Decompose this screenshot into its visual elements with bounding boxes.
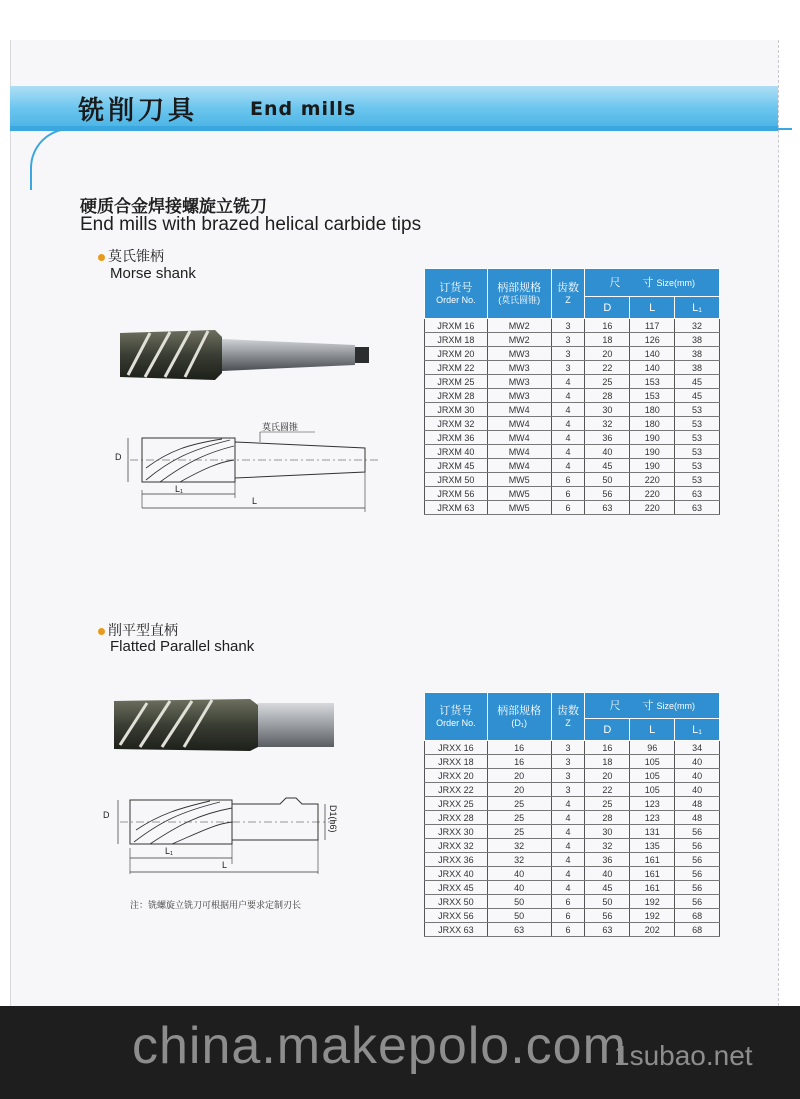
table-cell: JRXM 45 xyxy=(425,459,488,473)
col-teeth-header: 齿数 Z xyxy=(551,693,585,741)
parallel-heading-en: Flatted Parallel shank xyxy=(110,638,255,655)
table-cell: 18 xyxy=(585,755,630,769)
table-cell: JRXX 28 xyxy=(425,811,488,825)
table-cell: 4 xyxy=(551,811,585,825)
table-cell: 28 xyxy=(585,811,630,825)
table-cell: JRXX 56 xyxy=(425,909,488,923)
table-cell: 3 xyxy=(551,755,585,769)
parallel-spec-table xyxy=(424,692,720,937)
morse-dim-d: D xyxy=(115,452,122,462)
table-cell: JRXX 50 xyxy=(425,895,488,909)
col-size-header: 尺 寸 Size(mm) xyxy=(585,269,720,297)
table-cell: 68 xyxy=(675,923,720,937)
parallel-tool-photo xyxy=(112,695,342,755)
table-cell: JRXM 36 xyxy=(425,431,488,445)
table-row xyxy=(425,909,720,923)
table-row xyxy=(425,319,720,333)
table-cell: MW4 xyxy=(487,403,551,417)
table-cell: 63 xyxy=(675,487,720,501)
table-cell: JRXX 18 xyxy=(425,755,488,769)
parallel-dim-d1: D1(h6) xyxy=(328,805,338,833)
table-cell: 56 xyxy=(675,839,720,853)
morse-spec-table xyxy=(424,268,720,515)
table-row xyxy=(425,783,720,797)
table-cell: 68 xyxy=(675,909,720,923)
table-cell: 220 xyxy=(630,473,675,487)
table-cell: 63 xyxy=(675,501,720,515)
table-cell: 3 xyxy=(551,741,585,755)
table-cell: 32 xyxy=(585,839,630,853)
morse-heading-cn: 莫氏锥柄 xyxy=(98,246,164,266)
table-cell: 40 xyxy=(675,755,720,769)
table-cell: 40 xyxy=(487,881,551,895)
table-cell: MW2 xyxy=(487,319,551,333)
table-cell: JRXM 50 xyxy=(425,473,488,487)
table-cell: 220 xyxy=(630,487,675,501)
table-cell: 56 xyxy=(675,867,720,881)
table-cell: MW5 xyxy=(487,473,551,487)
table-cell: 25 xyxy=(487,811,551,825)
col-shank-header: 柄部规格 (莫氏圆锥) xyxy=(487,269,551,319)
table-cell: 131 xyxy=(630,825,675,839)
table-cell: JRXM 22 xyxy=(425,361,488,375)
table-cell: 50 xyxy=(487,895,551,909)
table-row xyxy=(425,923,720,937)
morse-dim-l: L xyxy=(252,496,258,506)
table-cell: 18 xyxy=(585,333,630,347)
table-cell: 38 xyxy=(675,333,720,347)
col-l-header: L xyxy=(630,719,675,741)
table-cell: 48 xyxy=(675,811,720,825)
parallel-table-body xyxy=(425,741,720,937)
table-cell: 32 xyxy=(585,417,630,431)
table-row xyxy=(425,867,720,881)
table-cell: 38 xyxy=(675,361,720,375)
table-row xyxy=(425,839,720,853)
table-cell: MW4 xyxy=(487,417,551,431)
col-shank-header: 柄部规格 (D₁) xyxy=(487,693,551,741)
morse-table-body xyxy=(425,319,720,515)
table-cell: JRXX 40 xyxy=(425,867,488,881)
table-cell: 4 xyxy=(551,375,585,389)
table-cell: 53 xyxy=(675,403,720,417)
table-cell: 34 xyxy=(675,741,720,755)
table-cell: JRXX 36 xyxy=(425,853,488,867)
table-row xyxy=(425,853,720,867)
morse-tool-drawing xyxy=(110,420,390,520)
table-cell: 56 xyxy=(675,853,720,867)
table-cell: 63 xyxy=(585,923,630,937)
table-cell: 50 xyxy=(585,473,630,487)
table-cell: 30 xyxy=(585,825,630,839)
table-cell: 192 xyxy=(630,895,675,909)
table-cell: 202 xyxy=(630,923,675,937)
table-cell: MW3 xyxy=(487,361,551,375)
footer-site-watermark: china.makepolo.com xyxy=(132,1017,627,1075)
table-cell: 117 xyxy=(630,319,675,333)
table-cell: JRXM 18 xyxy=(425,333,488,347)
table-cell: 32 xyxy=(487,853,551,867)
table-cell: 140 xyxy=(630,361,675,375)
table-cell: 16 xyxy=(487,741,551,755)
table-cell: 16 xyxy=(487,755,551,769)
table-cell: 126 xyxy=(630,333,675,347)
table-cell: 6 xyxy=(551,895,585,909)
col-teeth-header: 齿数 Z xyxy=(551,269,585,319)
table-cell: 6 xyxy=(551,473,585,487)
bullet-icon xyxy=(98,628,105,635)
morse-heading-en: Morse shank xyxy=(110,265,196,282)
table-cell: 105 xyxy=(630,755,675,769)
table-cell: 4 xyxy=(551,839,585,853)
table-cell: 45 xyxy=(585,881,630,895)
table-cell: 161 xyxy=(630,881,675,895)
table-cell: 161 xyxy=(630,867,675,881)
table-cell: 45 xyxy=(585,459,630,473)
table-cell: 40 xyxy=(585,445,630,459)
table-cell: 40 xyxy=(487,867,551,881)
table-cell: MW4 xyxy=(487,431,551,445)
table-cell: 3 xyxy=(551,783,585,797)
table-row xyxy=(425,881,720,895)
table-cell: 22 xyxy=(585,783,630,797)
table-row xyxy=(425,797,720,811)
table-cell: JRXM 28 xyxy=(425,389,488,403)
table-row xyxy=(425,459,720,473)
table-cell: 4 xyxy=(551,431,585,445)
table-row xyxy=(425,473,720,487)
table-cell: MW3 xyxy=(487,375,551,389)
table-cell: JRXX 20 xyxy=(425,769,488,783)
table-cell: 53 xyxy=(675,431,720,445)
table-cell: 3 xyxy=(551,319,585,333)
table-cell: 3 xyxy=(551,361,585,375)
table-row xyxy=(425,361,720,375)
table-cell: 20 xyxy=(585,769,630,783)
table-cell: 3 xyxy=(551,333,585,347)
footer-corner-watermark: 1subao.net xyxy=(614,1040,753,1071)
col-d-header: D xyxy=(585,719,630,741)
table-cell: 28 xyxy=(585,389,630,403)
table-cell: JRXM 16 xyxy=(425,319,488,333)
table-cell: 105 xyxy=(630,783,675,797)
table-cell: 36 xyxy=(585,431,630,445)
table-cell: 4 xyxy=(551,867,585,881)
table-row xyxy=(425,333,720,347)
table-row xyxy=(425,755,720,769)
table-cell: JRXX 63 xyxy=(425,923,488,937)
table-cell: JRXM 56 xyxy=(425,487,488,501)
table-cell: 16 xyxy=(585,741,630,755)
table-cell: 4 xyxy=(551,445,585,459)
table-cell: 32 xyxy=(675,319,720,333)
morse-dim-l1: L₁ xyxy=(175,484,184,494)
table-cell: 4 xyxy=(551,853,585,867)
table-cell: 25 xyxy=(487,825,551,839)
table-cell: 48 xyxy=(675,797,720,811)
table-cell: 63 xyxy=(585,501,630,515)
table-cell: 53 xyxy=(675,417,720,431)
table-cell: 53 xyxy=(675,445,720,459)
table-cell: JRXM 25 xyxy=(425,375,488,389)
table-cell: 50 xyxy=(487,909,551,923)
table-cell: 4 xyxy=(551,403,585,417)
table-cell: 50 xyxy=(585,895,630,909)
table-cell: 96 xyxy=(630,741,675,755)
table-cell: 140 xyxy=(630,347,675,361)
table-row xyxy=(425,375,720,389)
table-cell: 38 xyxy=(675,347,720,361)
table-cell: 192 xyxy=(630,909,675,923)
table-cell: 53 xyxy=(675,459,720,473)
col-l1-header: L₁ xyxy=(675,297,720,319)
table-cell: 63 xyxy=(487,923,551,937)
col-size-header: 尺 寸 Size(mm) xyxy=(585,693,720,719)
table-cell: 4 xyxy=(551,417,585,431)
table-cell: 190 xyxy=(630,459,675,473)
parallel-heading-cn: 削平型直柄 xyxy=(98,620,178,640)
table-cell: 105 xyxy=(630,769,675,783)
table-cell: 40 xyxy=(675,783,720,797)
table-cell: 123 xyxy=(630,811,675,825)
parallel-dim-d: D xyxy=(103,810,110,820)
table-cell: 45 xyxy=(675,389,720,403)
table-cell: 30 xyxy=(585,403,630,417)
col-d-header: D xyxy=(585,297,630,319)
product-title-en: End mills with brazed helical carbide tips xyxy=(80,214,422,235)
table-cell: JRXX 45 xyxy=(425,881,488,895)
table-cell: 56 xyxy=(585,909,630,923)
table-cell: JRXM 30 xyxy=(425,403,488,417)
table-cell: 25 xyxy=(585,375,630,389)
table-cell: 16 xyxy=(585,319,630,333)
table-row xyxy=(425,417,720,431)
table-cell: 25 xyxy=(585,797,630,811)
table-cell: 220 xyxy=(630,501,675,515)
table-cell: JRXM 20 xyxy=(425,347,488,361)
morse-taper-label: 莫氏圆锥 xyxy=(262,422,299,432)
table-cell: MW4 xyxy=(487,459,551,473)
table-row xyxy=(425,741,720,755)
table-row xyxy=(425,895,720,909)
table-cell: JRXX 16 xyxy=(425,741,488,755)
table-cell: 180 xyxy=(630,403,675,417)
table-cell: MW5 xyxy=(487,501,551,515)
table-cell: 56 xyxy=(675,881,720,895)
table-cell: 20 xyxy=(585,347,630,361)
table-row xyxy=(425,403,720,417)
table-cell: 40 xyxy=(585,867,630,881)
table-cell: 56 xyxy=(675,895,720,909)
table-cell: 4 xyxy=(551,797,585,811)
table-cell: 190 xyxy=(630,445,675,459)
table-cell: 20 xyxy=(487,769,551,783)
table-cell: JRXX 22 xyxy=(425,783,488,797)
footnote: 注：铣螺旋立铣刀可根据用户要求定制刃长 xyxy=(130,900,302,910)
table-cell: 25 xyxy=(487,797,551,811)
table-cell: 3 xyxy=(551,347,585,361)
table-cell: 4 xyxy=(551,389,585,403)
table-cell: 180 xyxy=(630,417,675,431)
header-title-cn: 铣削刀具 xyxy=(78,96,199,126)
col-order-header: 订货号 Order No. xyxy=(425,269,488,319)
table-row xyxy=(425,389,720,403)
table-cell: 45 xyxy=(675,375,720,389)
table-cell: MW3 xyxy=(487,389,551,403)
table-row xyxy=(425,445,720,459)
table-row xyxy=(425,487,720,501)
table-cell: 6 xyxy=(551,923,585,937)
table-cell: 32 xyxy=(487,839,551,853)
table-cell: 135 xyxy=(630,839,675,853)
table-cell: JRXM 40 xyxy=(425,445,488,459)
table-cell: JRXX 32 xyxy=(425,839,488,853)
table-cell: 53 xyxy=(675,473,720,487)
product-title-cn: 硬质合金焊接螺旋立铣刀 xyxy=(80,197,267,216)
table-cell: JRXX 25 xyxy=(425,797,488,811)
table-cell: JRXM 63 xyxy=(425,501,488,515)
col-l-header: L xyxy=(630,297,675,319)
table-cell: 56 xyxy=(675,825,720,839)
table-row xyxy=(425,431,720,445)
table-cell: 4 xyxy=(551,459,585,473)
table-cell: MW5 xyxy=(487,487,551,501)
table-cell: 6 xyxy=(551,487,585,501)
table-cell: 190 xyxy=(630,431,675,445)
table-cell: 123 xyxy=(630,797,675,811)
table-cell: 4 xyxy=(551,881,585,895)
parallel-tool-drawing xyxy=(110,792,360,882)
morse-tool-photo xyxy=(110,325,380,385)
table-cell: 20 xyxy=(487,783,551,797)
header-title-en: End mills xyxy=(250,98,357,120)
table-cell: 36 xyxy=(585,853,630,867)
table-cell: MW4 xyxy=(487,445,551,459)
parallel-dim-l1: L₁ xyxy=(165,846,174,856)
table-cell: 6 xyxy=(551,501,585,515)
table-cell: 3 xyxy=(551,769,585,783)
table-cell: JRXX 30 xyxy=(425,825,488,839)
table-cell: 153 xyxy=(630,375,675,389)
table-row xyxy=(425,347,720,361)
table-cell: 22 xyxy=(585,361,630,375)
table-cell: MW2 xyxy=(487,333,551,347)
table-cell: 56 xyxy=(585,487,630,501)
col-order-header: 订货号 Order No. xyxy=(425,693,488,741)
table-cell: 6 xyxy=(551,909,585,923)
table-cell: JRXM 32 xyxy=(425,417,488,431)
table-row xyxy=(425,811,720,825)
table-cell: 153 xyxy=(630,389,675,403)
table-row xyxy=(425,501,720,515)
table-row xyxy=(425,769,720,783)
table-row xyxy=(425,825,720,839)
col-l1-header: L₁ xyxy=(675,719,720,741)
header-curve xyxy=(30,128,792,190)
parallel-dim-l: L xyxy=(222,860,228,870)
table-cell: 4 xyxy=(551,825,585,839)
bullet-icon xyxy=(98,254,105,261)
table-cell: MW3 xyxy=(487,347,551,361)
table-cell: 40 xyxy=(675,769,720,783)
table-cell: 161 xyxy=(630,853,675,867)
